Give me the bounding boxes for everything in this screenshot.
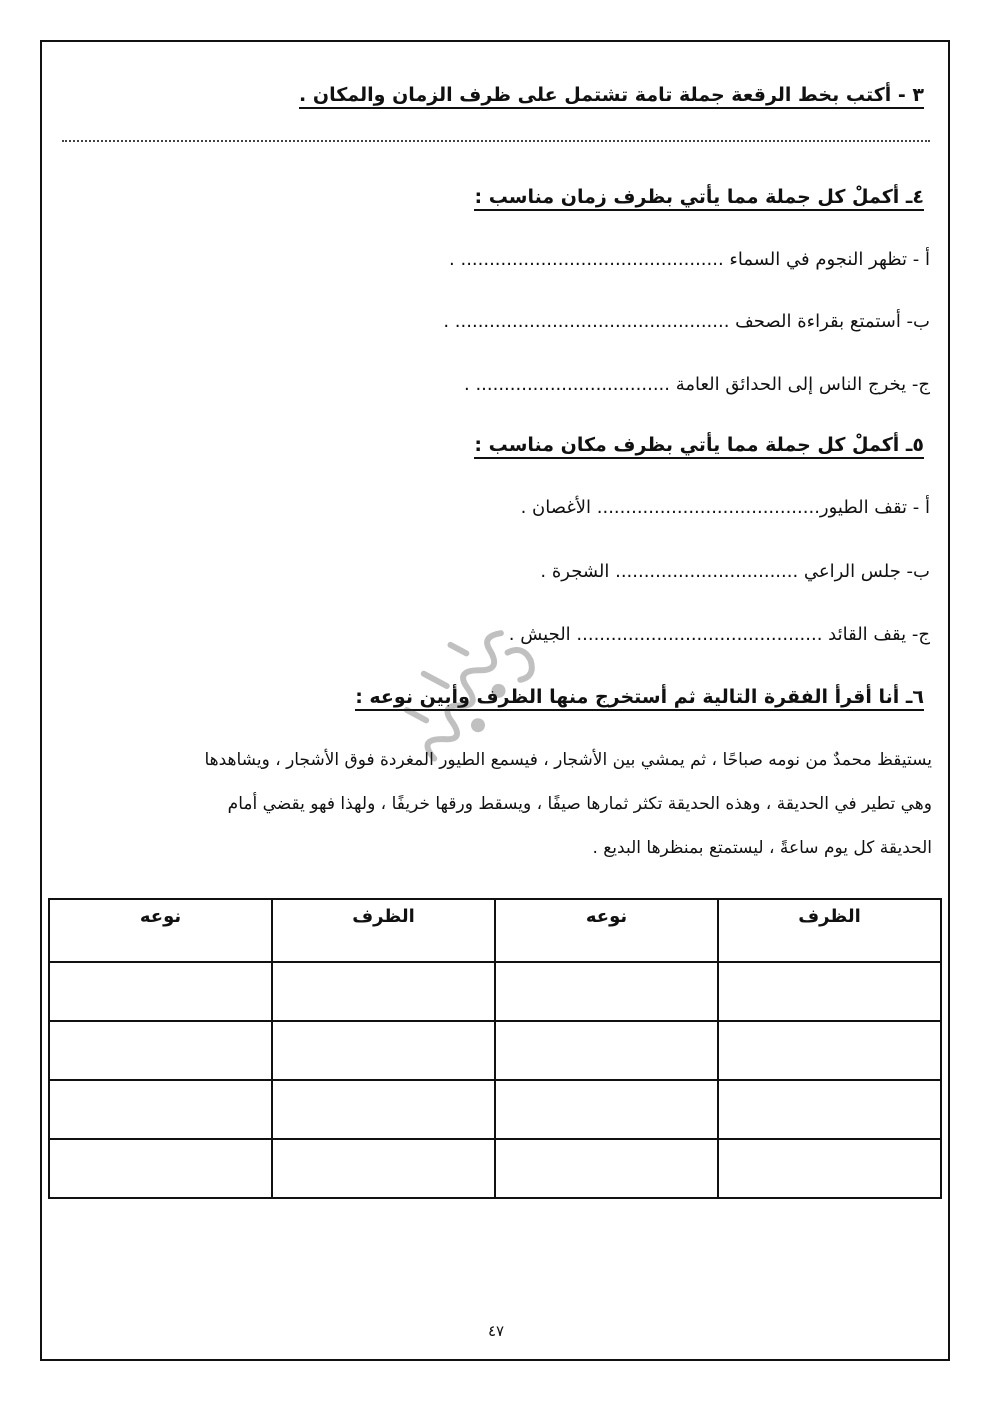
answer-cell[interactable] bbox=[272, 1021, 495, 1080]
answer-cell[interactable] bbox=[718, 1139, 941, 1198]
answer-cell[interactable] bbox=[49, 1139, 272, 1198]
answer-cell[interactable] bbox=[718, 962, 941, 1021]
answer-cell[interactable] bbox=[272, 962, 495, 1021]
answer-cell[interactable] bbox=[272, 1139, 495, 1198]
table-row bbox=[49, 1021, 941, 1080]
question-4-item-a: أ - تظهر النجوم في السماء .............................................. . bbox=[449, 249, 930, 270]
answer-cell[interactable] bbox=[495, 1080, 718, 1139]
question-4-item-b: ب- أستمتع بقراءة الصحف ................................................ . bbox=[443, 311, 930, 332]
answer-cell[interactable] bbox=[718, 1021, 941, 1080]
question-5-item-b: ب- جلس الراعي ................................ الشجرة . bbox=[540, 561, 930, 582]
question-5-item-c: ج- يقف القائد ........................................... الجيش . bbox=[508, 624, 930, 645]
question-3-title: ٣ - أكتب بخط الرقعة جملة تامة تشتمل على ظرف الزمان والمكان . bbox=[299, 84, 924, 109]
question-5-item-a: أ - تقف الطيور....................................... الأغصان . bbox=[520, 497, 930, 518]
question-6-title: ٦ـ أنا أقرأ الفقرة التالية ثم أستخرج منها الظرف وأبين نوعه : bbox=[355, 686, 924, 711]
paragraph-line: الحديقة كل يوم ساعةً ، ليستمتع بمنظرها البديع . bbox=[592, 838, 932, 858]
question-5-title: ٥ـ أكملْ كل جملة مما يأتي بظرف مكان مناسب : bbox=[474, 434, 924, 459]
column-header-type: نوعه bbox=[49, 899, 272, 962]
page-number: ٤٧ bbox=[487, 1322, 505, 1340]
paragraph-line: وهي تطير في الحديقة ، وهذه الحديقة تكثر ثمارها صيفًا ، ويسقط ورقها خريفًا ، ولهذا فهو يقضي أمام bbox=[227, 794, 932, 814]
column-header-adverb: الظرف bbox=[718, 899, 941, 962]
table-row bbox=[49, 1139, 941, 1198]
answer-cell[interactable] bbox=[718, 1080, 941, 1139]
answer-cell[interactable] bbox=[49, 962, 272, 1021]
answer-cell[interactable] bbox=[272, 1080, 495, 1139]
question-4-title: ٤ـ أكملْ كل جملة مما يأتي بظرف زمان مناسب : bbox=[474, 186, 924, 211]
answer-dotted-line bbox=[62, 140, 930, 142]
table-header-row bbox=[49, 899, 941, 962]
answer-cell[interactable] bbox=[49, 1021, 272, 1080]
answer-cell[interactable] bbox=[495, 962, 718, 1021]
column-header-type: نوعه bbox=[495, 899, 718, 962]
column-header-adverb: الظرف bbox=[272, 899, 495, 962]
paragraph-line: يستيقظ محمدٌ من نومه صباحًا ، ثم يمشي بين الأشجار ، فيسمع الطيور المغردة فوق الأشجار ، ويشاهدها bbox=[204, 750, 932, 770]
table-row bbox=[49, 962, 941, 1021]
table-row bbox=[49, 1080, 941, 1139]
reading-paragraph bbox=[60, 738, 932, 870]
answer-cell[interactable] bbox=[49, 1080, 272, 1139]
answer-cell[interactable] bbox=[495, 1139, 718, 1198]
question-4-item-c: ج- يخرج الناس إلى الحدائق العامة .................................. . bbox=[464, 374, 930, 395]
answer-table bbox=[48, 898, 942, 1199]
answer-cell[interactable] bbox=[495, 1021, 718, 1080]
